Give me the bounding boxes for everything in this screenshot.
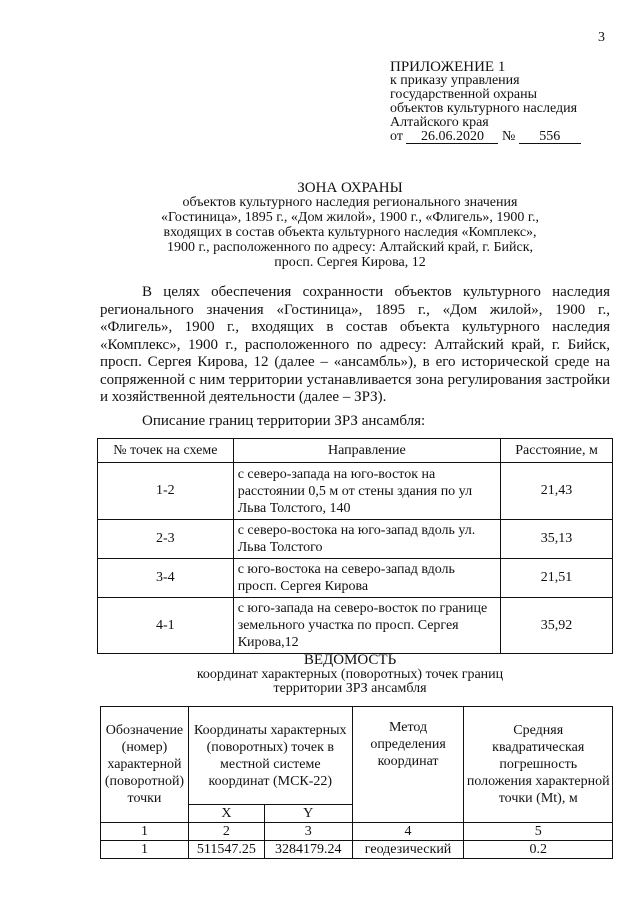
title-line: входящих в состав объекта культурного наследия «Комплекс», — [163, 225, 537, 240]
statement-line: координат характерных (поворотных) точек границ — [196, 667, 504, 682]
intro-paragraph: В целях обеспечения сохранности объектов культурного наследия регионального значения «Гостиница», 1895 г., «Дом жилой», 1900 г., «Флигель», 1900 г., входящих в состав объекта культурного наследия «Комплекс», 1900 г., расположенного по адресу: Алтайский край, г. Бийск, просп. Сергея Кирова, 12 (далее – «ансамбль»), в его исторической среде на сопряженной с ним территории устанавливается зона регулирования застройки и хозяйственной деятельности (далее – ЗРЗ). — [100, 284, 610, 405]
cell-points: 2-3 — [98, 520, 234, 559]
cell-direction: с юго-востока на северо-запад вдоль просп. Сергея Кирова — [233, 559, 500, 598]
date-prefix: от — [390, 129, 403, 144]
cell-distance: 21,43 — [501, 463, 613, 520]
appendix-date-line — [390, 130, 620, 144]
cell-direction: с северо-востока на юго-запад вдоль ул. Льва Толстого — [233, 520, 500, 559]
cell-y: 3284179.24 — [264, 841, 352, 859]
cell-direction: с юго-запада на северо-восток по границе земельного участка по просп. Сергея Кирова,12 — [233, 598, 500, 654]
table-row — [98, 598, 613, 654]
appendix-line: к приказу управления — [390, 73, 520, 88]
header-method: Метод определения координат — [352, 707, 464, 823]
number-sign: № — [501, 129, 516, 144]
header-direction: Направление — [233, 439, 500, 463]
column-number: 3 — [264, 823, 352, 841]
header-designation: Обозначение (номер) характерной (поворотной) точки — [101, 707, 189, 823]
title-line: «Гостиница», 1895 г., «Дом жилой», 1900 г., «Флигель», 1900 г., — [161, 210, 539, 225]
header-distance: Расстояние, м — [501, 439, 613, 463]
header-error: Средняя квадратическая погрешность положения характерной точки (Mt), м — [464, 707, 613, 823]
borders-caption: Описание границ территории ЗРЗ ансамбля: — [142, 413, 426, 429]
column-number: 2 — [188, 823, 264, 841]
appendix-line: Алтайского края — [390, 115, 489, 130]
cell-method: геодезический — [352, 841, 464, 859]
header-y: Y — [264, 805, 352, 823]
cell-direction: с северо-запада на юго-восток на расстоянии 0,5 м от стены здания по ул Льва Толстого, 140 — [233, 463, 500, 520]
borders-table — [97, 438, 613, 654]
cell-points: 1-2 — [98, 463, 234, 520]
statement-line: территории ЗРЗ ансамбля — [273, 681, 427, 696]
title-line: 1900 г., расположенного по адресу: Алтайский край, г. Бийск, — [166, 240, 534, 255]
table-row — [101, 841, 613, 859]
table-header-row — [101, 707, 613, 805]
title-subtext — [90, 195, 610, 270]
cell-error: 0.2 — [464, 841, 613, 859]
cell-distance: 35,13 — [501, 520, 613, 559]
statement-subtext — [90, 668, 610, 696]
header-coordinates: Координаты характерных (поворотных) точек в местной системе координат (МСК-22) — [188, 707, 352, 805]
cell-points: 4-1 — [98, 598, 234, 654]
appendix-block — [390, 60, 620, 144]
order-date: 26.06.2020 — [406, 130, 498, 144]
cell-distance: 21,51 — [501, 559, 613, 598]
appendix-title: ПРИЛОЖЕНИЕ 1 — [390, 59, 506, 75]
column-number: 4 — [352, 823, 464, 841]
title-line: объектов культурного наследия регионального значения — [182, 195, 518, 210]
appendix-line: государственной охраны — [390, 87, 538, 102]
table-row — [98, 559, 613, 598]
page-title: ЗОНА ОХРАНЫ — [297, 180, 403, 196]
title-line: просп. Сергея Кирова, 12 — [274, 255, 426, 270]
table-row — [98, 520, 613, 559]
table-row — [98, 463, 613, 520]
page-number: 3 — [598, 30, 605, 45]
header-x: X — [188, 805, 264, 823]
appendix-line: объектов культурного наследия — [390, 101, 578, 116]
cell-point: 1 — [101, 841, 189, 859]
column-number-row — [101, 823, 613, 841]
order-number: 556 — [519, 130, 581, 144]
statement-title: ВЕДОМОСТЬ — [303, 652, 397, 668]
column-number: 5 — [464, 823, 613, 841]
coordinates-table — [100, 706, 613, 859]
header-points: № точек на схеме — [98, 439, 234, 463]
table-header-row — [98, 439, 613, 463]
column-number: 1 — [101, 823, 189, 841]
cell-x: 511547.25 — [188, 841, 264, 859]
cell-points: 3-4 — [98, 559, 234, 598]
cell-distance: 35,92 — [501, 598, 613, 654]
